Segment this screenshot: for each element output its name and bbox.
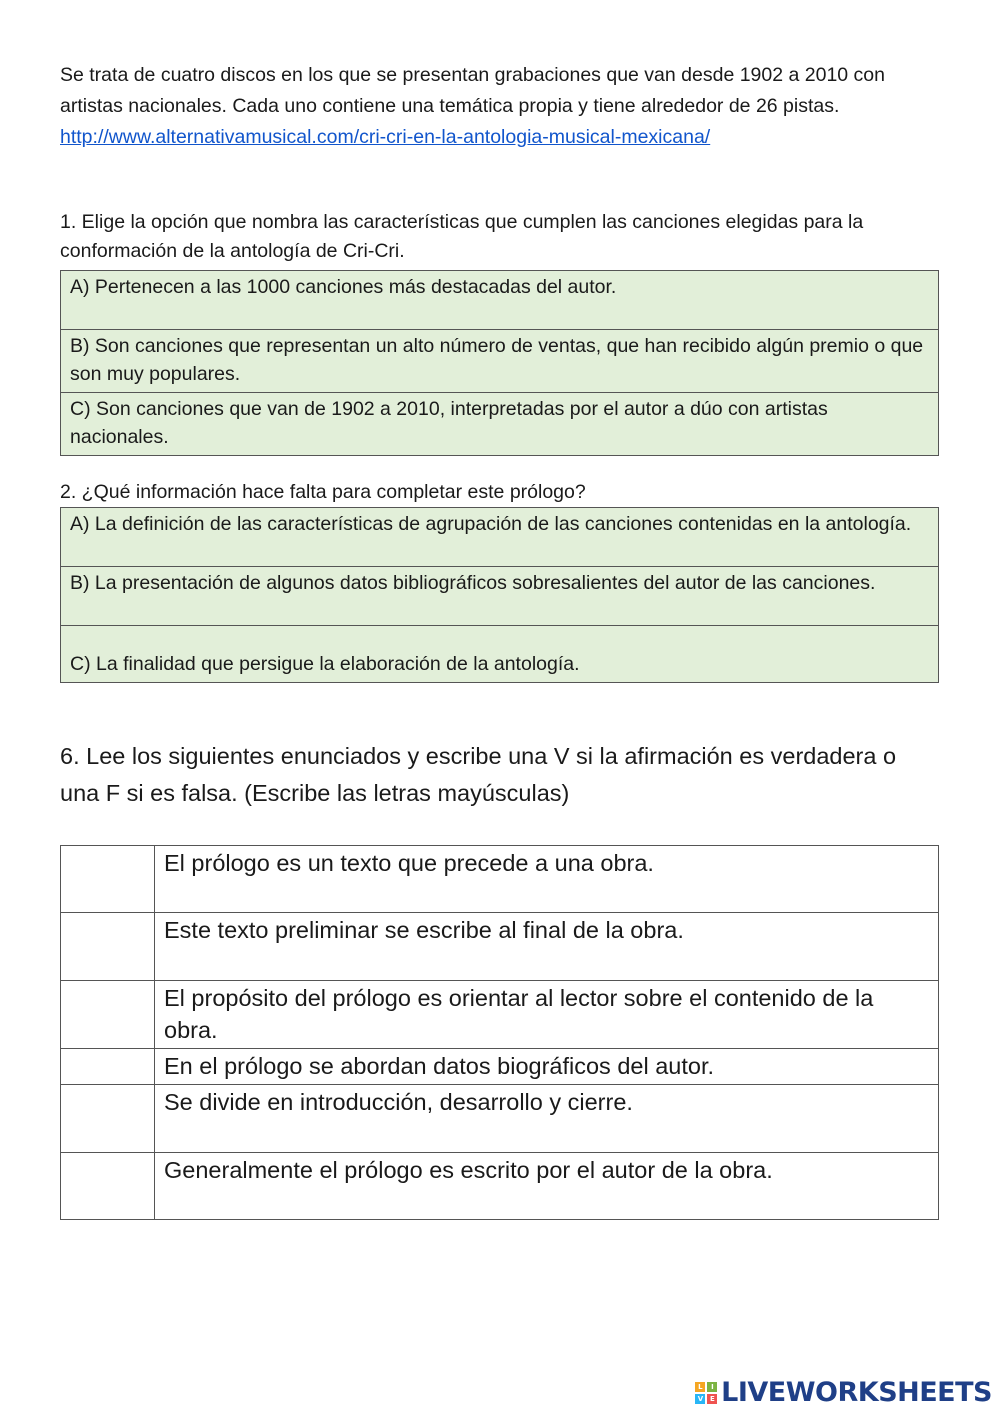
answer-input-4[interactable] <box>61 1050 154 1083</box>
table-row <box>61 913 939 981</box>
table-row <box>61 1049 939 1085</box>
table-row <box>61 846 939 913</box>
logo-square: I <box>707 1382 717 1392</box>
true-false-table <box>60 845 939 1220</box>
question-1-options <box>60 270 939 456</box>
question-2-option-b[interactable]: B) La presentación de algunos datos bibliográficos sobresalientes del autor de las canciones. <box>61 567 939 626</box>
question-1-option-b[interactable]: B) Son canciones que representan un alto número de ventas, que han recibido algún premio o que son muy populares. <box>61 330 939 393</box>
logo-mark-icon <box>695 1382 717 1404</box>
question-6-prompt: 6. Lee los siguientes enunciados y escribe una V si la afirmación es verdadera o una F si es falsa. (Escribe las letras mayúsculas) <box>60 743 897 806</box>
brand-name: LIVEWORKSHEETS <box>721 1377 992 1408</box>
liveworksheets-logo <box>695 1377 992 1408</box>
question-2-prompt: 2. ¿Qué información hace falta para completar este prólogo? <box>60 481 586 503</box>
source-link[interactable]: http://www.alternativamusical.com/cri-cri-en-la-antologia-musical-mexicana/ <box>60 126 711 148</box>
intro-paragraph: Se trata de cuatro discos en los que se presentan grabaciones que van desde 1902 a 2010 con artistas nacionales. Cada uno contiene una temática propia y tiene alrededor de 26 pistas. <box>60 64 885 117</box>
answer-cell[interactable] <box>61 1049 155 1085</box>
answer-cell[interactable] <box>61 981 155 1049</box>
table-row <box>61 981 939 1049</box>
logo-square: V <box>695 1394 705 1404</box>
question-2-option-a[interactable]: A) La definición de las características de agrupación de las canciones contenidas en la antología. <box>61 508 939 567</box>
answer-input-6[interactable] <box>61 1153 154 1219</box>
answer-input-3[interactable] <box>61 981 154 1047</box>
statement-text: Generalmente el prólogo es escrito por el autor de la obra. <box>155 1153 939 1220</box>
statement-text: El propósito del prólogo es orientar al lector sobre el contenido de la obra. <box>155 981 939 1049</box>
logo-square: L <box>695 1382 705 1392</box>
statement-text: El prólogo es un texto que precede a una obra. <box>155 846 939 913</box>
table-row <box>61 1153 939 1220</box>
answer-input-5[interactable] <box>61 1085 154 1152</box>
intro-section <box>60 60 930 153</box>
answer-input-2[interactable] <box>61 913 154 980</box>
answer-input-1[interactable] <box>61 846 154 912</box>
question-2-options <box>60 507 939 683</box>
question-1-prompt: 1. Elige la opción que nombra las características que cumplen las canciones elegidas para la conformación de la antología de Cri-Cri. <box>60 211 864 262</box>
statement-text: Este texto preliminar se escribe al final de la obra. <box>155 913 939 981</box>
question-1-option-a[interactable]: A) Pertenecen a las 1000 canciones más destacadas del autor. <box>61 271 939 330</box>
statement-text: En el prólogo se abordan datos biográficos del autor. <box>155 1049 939 1085</box>
answer-cell[interactable] <box>61 846 155 913</box>
answer-cell[interactable] <box>61 1153 155 1220</box>
question-1-option-c[interactable]: C) Son canciones que van de 1902 a 2010, interpretadas por el autor a dúo con artistas nacionales. <box>61 393 939 456</box>
table-row <box>61 1085 939 1153</box>
answer-cell[interactable] <box>61 1085 155 1153</box>
question-2-option-c[interactable]: C) La finalidad que persigue la elaboración de la antología. <box>61 626 939 683</box>
statement-text: Se divide en introducción, desarrollo y cierre. <box>155 1085 939 1153</box>
answer-cell[interactable] <box>61 913 155 981</box>
logo-square: E <box>707 1394 717 1404</box>
